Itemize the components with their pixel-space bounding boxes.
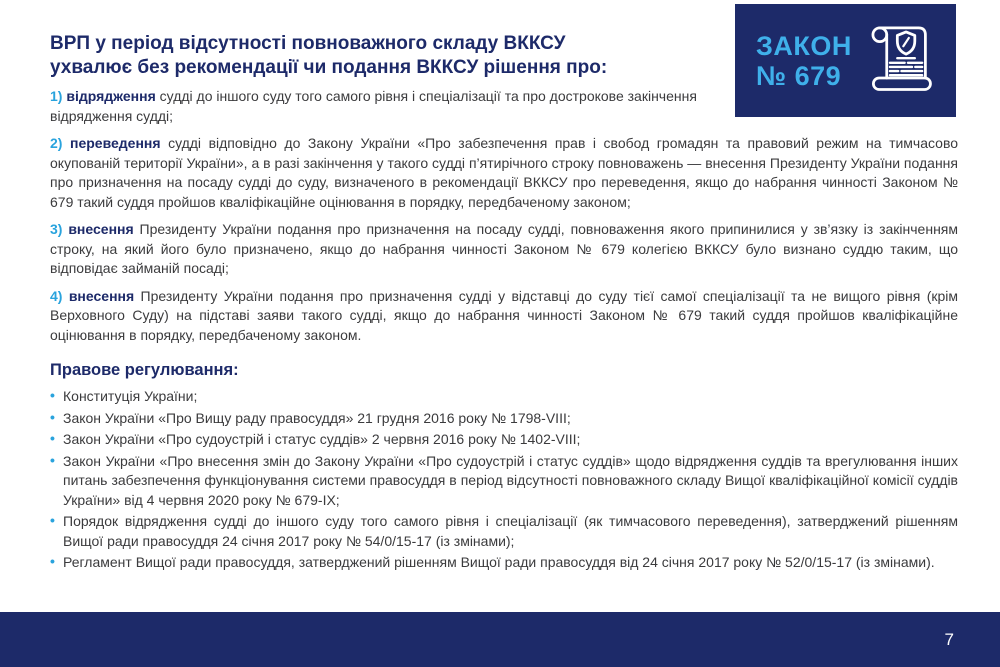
item-number: 3) xyxy=(50,221,63,237)
bullet-dot-icon: • xyxy=(50,451,55,468)
legal-item-text: Закон України «Про внесення змін до Закону України «Про судоустрій і статус суддів» щодо відрядження суддів та врегулювання інших питань забезпечення функціонування системи правосуддя в період відсутності повноважного складу Вищої кваліфікаційної комісії суддів України» від 4 червня 2020 року № 679-IX; xyxy=(63,452,958,508)
legal-item-text: Закон України «Про Вищу раду правосуддя» 21 грудня 2016 року № 1798-VIII; xyxy=(63,409,571,426)
numbered-item-1 xyxy=(50,87,740,126)
item-number: 2) xyxy=(50,135,63,151)
footer-bar xyxy=(0,612,1000,667)
law-badge-title: ЗАКОН xyxy=(756,30,852,61)
list-item xyxy=(50,512,958,551)
page-title-line-2: ухвалює без рекомендації чи подання ВККСУ рішення про: xyxy=(50,57,608,78)
bullet-dot-icon: • xyxy=(50,553,55,569)
numbered-item-3 xyxy=(50,220,958,279)
legal-regulation-list xyxy=(50,387,958,573)
bullet-dot-icon: • xyxy=(50,408,55,425)
page-title-line-1: ВРП у період відсутності повноважного складу ВККСУ xyxy=(50,33,566,54)
item-text: судді до іншого суду того самого рівня і спеціалізації та про дострокове закінчення відрядження судді; xyxy=(50,88,697,124)
list-item xyxy=(50,409,958,429)
numbered-item-2 xyxy=(50,134,958,212)
legal-item-text: Конституція України; xyxy=(63,388,198,404)
list-item xyxy=(50,430,958,450)
law-badge-text xyxy=(756,31,852,91)
item-keyword: внесення xyxy=(68,221,134,237)
item-keyword: відрядження xyxy=(66,88,156,104)
page-number: 7 xyxy=(944,630,954,649)
list-item xyxy=(50,387,958,407)
legal-regulation-heading: Правове регулювання: xyxy=(50,361,239,379)
legal-item-text: Закон України «Про судоустрій і статус суддів» 2 червня 2016 року № 1402-VIII; xyxy=(63,431,581,447)
list-item xyxy=(50,452,958,511)
bullet-dot-icon: • xyxy=(50,387,55,403)
item-keyword: переведення xyxy=(69,135,161,151)
page-title xyxy=(50,32,740,80)
law-badge-number: № 679 xyxy=(756,60,842,91)
legal-item-text: Регламент Вищої ради правосуддя, затверджений рішенням Вищої ради правосуддя від 24 січня 2017 року № 52/0/15-17 (із змінами). xyxy=(63,554,935,570)
item-number: 1) xyxy=(50,88,63,104)
item-text: Президенту України подання про призначення судді у відставці до суду тієї самої спеціалізації та не вищого рівня (крім Верховного Суду) на підставі заяви такого судді, якщо до набрання чинності Законом № 679 такий суддя пройшов кваліфікаційне оцінювання в порядку, передбаченому законом. xyxy=(50,287,959,343)
item-number: 4) xyxy=(50,287,63,304)
item-text: судді відповідно до Закону України «Про забезпечення прав і свобод громадян та правовий режим на тимчасово окупованій території України», а в разі закінчення у такого судді п’ятирічного строку повноважень — внесення Президенту України подання про призначення на посаду судді до суду, визначеного в рекомендації ВККСУ про переведення, якщо до набрання чинності Законом № 679 такий суддя пройшов кваліфікаційне оцінювання в порядку, передбаченому законом; xyxy=(50,135,959,210)
list-item xyxy=(50,553,958,573)
numbered-item-4 xyxy=(50,287,958,346)
law-badge xyxy=(735,4,956,117)
bullet-dot-icon: • xyxy=(50,512,55,528)
legal-item-text: Порядок відрядження судді до іншого суду того самого рівня і спеціалізації (як тимчасового переведення), затверджений рішенням Вищої ради правосуддя 24 січня 2017 року № 54/0/15-17 (із змінами); xyxy=(63,513,958,549)
bullet-dot-icon: • xyxy=(50,430,55,446)
scroll-shield-icon xyxy=(864,20,938,101)
item-keyword: внесення xyxy=(68,287,135,304)
item-text: Президенту України подання про призначення на посаду судді, повноваження якого припинилися у зв’язку із закінченням строку, на який його було призначено, якщо до набрання чинності Законом № 679 колегією ВККСУ було визнано суддю таким, що відповідає займаній посаді; xyxy=(50,221,959,276)
